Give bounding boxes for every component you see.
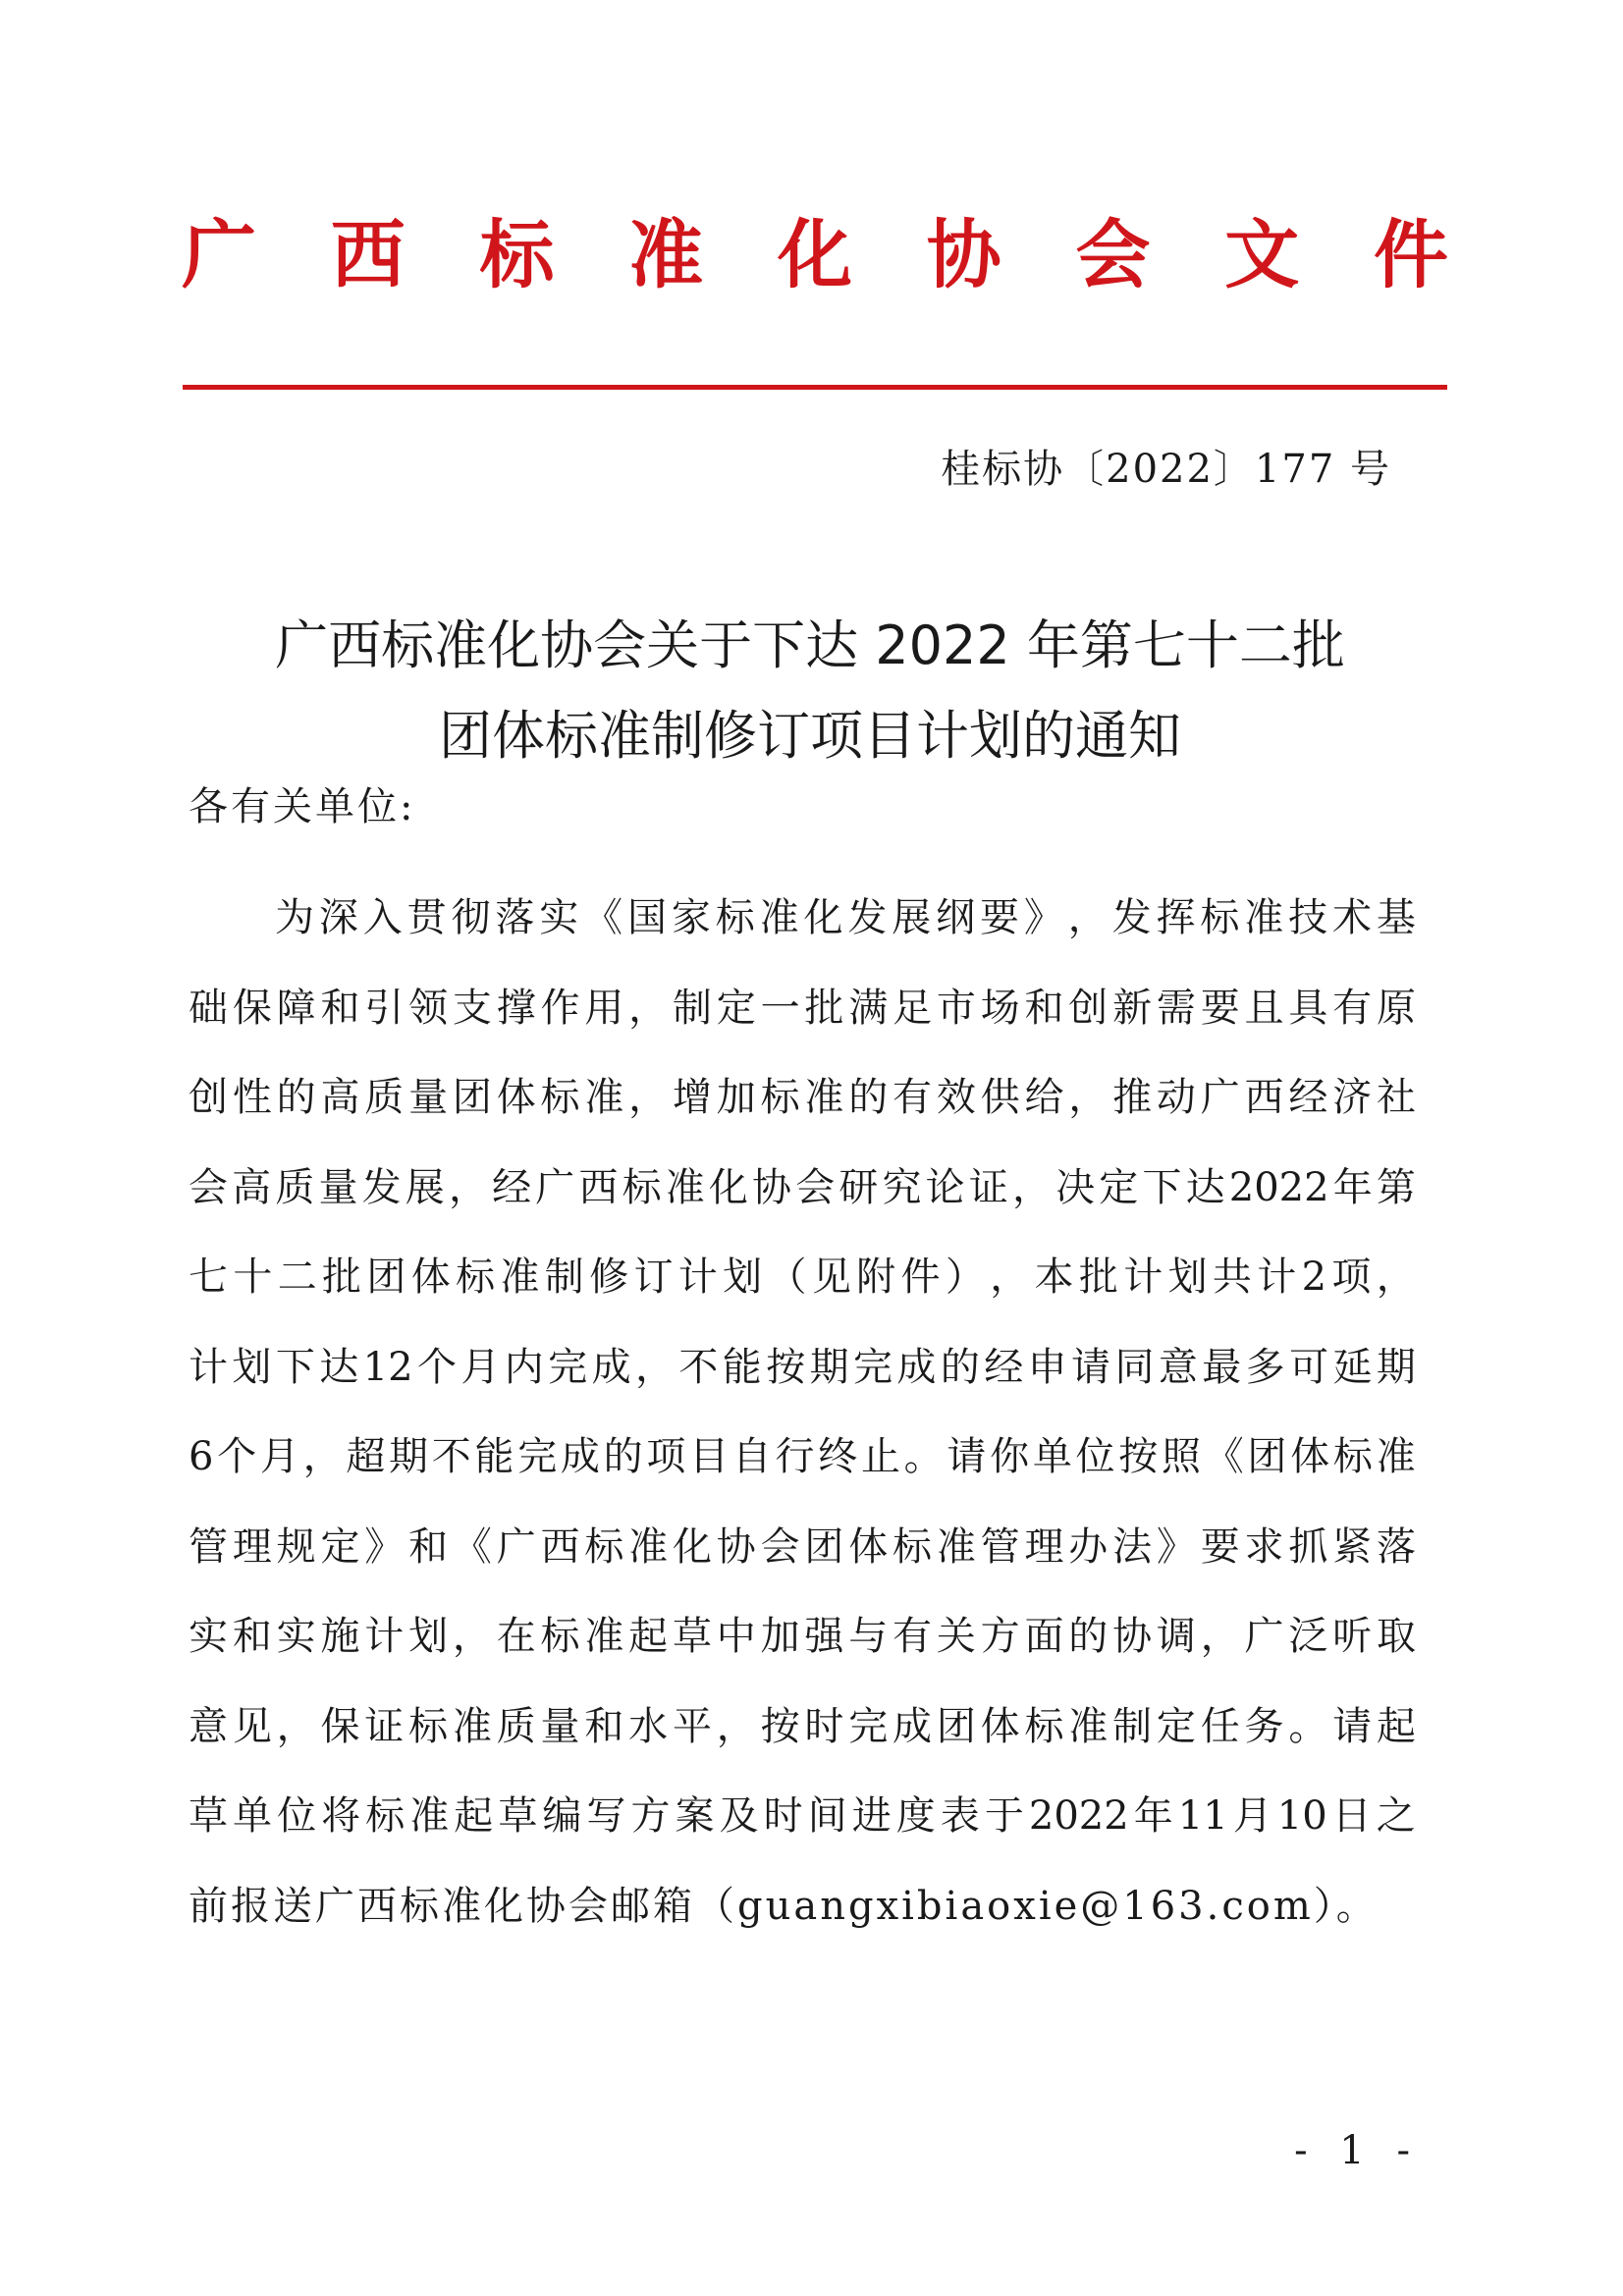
body-line: 为 深 入 贯 彻 落 实 《 国 家 标 准 化 发 展 纲 要 》 ， 发 挥 标 准 技 术 基 bbox=[275, 895, 1416, 940]
org-header-char: 化 bbox=[778, 211, 852, 298]
body-line: 6 个 月 ， 超 期 不 能 完 成 的 项 目 自 行 终 止 。 请 你 单 位 按 照 《 团 体 标 准 bbox=[189, 1434, 1416, 1479]
org-header-char: 会 bbox=[1075, 211, 1151, 298]
org-header-char: 准 bbox=[628, 211, 704, 298]
body-line: 础 保 障 和 引 领 支 撑 作 用 ， 制 定 一 批 满 足 市 场 和 创 新 需 要 且 具 有 原 bbox=[189, 985, 1416, 1031]
salutation: 各有关单位: bbox=[189, 784, 416, 829]
body-line: 计 划 下 达 12 个 月 内 完 成 ， 不 能 按 期 完 成 的 经 申 请 同 意 最 多 可 延 期 bbox=[189, 1344, 1416, 1390]
body-line: 意 见 ， 保 证 标 准 质 量 和 水 平 ， 按 时 完 成 团 体 标 准 制 定 任 务 。 请 起 bbox=[189, 1703, 1416, 1749]
body-line: 实 和 实 施 计 划 ， 在 标 准 起 草 中 加 强 与 有 关 方 面 的 协 调 ， 广 泛 听 取 bbox=[189, 1614, 1416, 1659]
org-header-char: 文 bbox=[1224, 211, 1300, 298]
body-line: 草 单 位 将 标 准 起 草 编 写 方 案 及 时 间 进 度 表 于 2022 年 11 月 10 日 之 bbox=[189, 1793, 1416, 1839]
body-line: 创 性 的 高 质 量 团 体 标 准 ， 增 加 标 准 的 有 效 供 给 ， 推 动 广 西 经 济 社 bbox=[189, 1075, 1416, 1120]
org-header bbox=[182, 211, 1448, 298]
page-number: - 1 - bbox=[1294, 2128, 1420, 2173]
document-title bbox=[147, 601, 1473, 781]
body-line: 会 高 质 量 发 展 ， 经 广 西 标 准 化 协 会 研 究 论 证 ， 决 定 下 达 2022 年 第 bbox=[189, 1164, 1416, 1210]
title-line-1: 广西标准化协会关于下达 2022 年第七十二批 bbox=[275, 614, 1345, 676]
org-header-char: 西 bbox=[330, 211, 406, 298]
body-paragraph bbox=[189, 874, 1416, 1951]
body-line: 七 十 二 批 团 体 标 准 制 修 订 计 划 （ 见 附 件 ） ， 本 批 计 划 共 计 2 项 ， bbox=[189, 1255, 1416, 1300]
org-header-char: 协 bbox=[926, 211, 1001, 298]
body-line: 前报送广西标准化协会邮箱（guangxibiaoxie@163.com）。 bbox=[189, 1883, 1379, 1929]
org-header-char: 标 bbox=[479, 211, 555, 298]
document-number: 桂标协〔2022〕177 号 bbox=[941, 447, 1391, 492]
header-divider bbox=[183, 385, 1447, 390]
org-header-char: 件 bbox=[1374, 211, 1448, 298]
body-line: 管 理 规 定 》 和 《 广 西 标 准 化 协 会 团 体 标 准 管 理 办 法 》 要 求 抓 紧 落 bbox=[189, 1523, 1416, 1570]
title-line-2: 团体标准制修订项目计划的通知 bbox=[439, 705, 1181, 767]
org-header-char: 广 bbox=[182, 211, 256, 298]
